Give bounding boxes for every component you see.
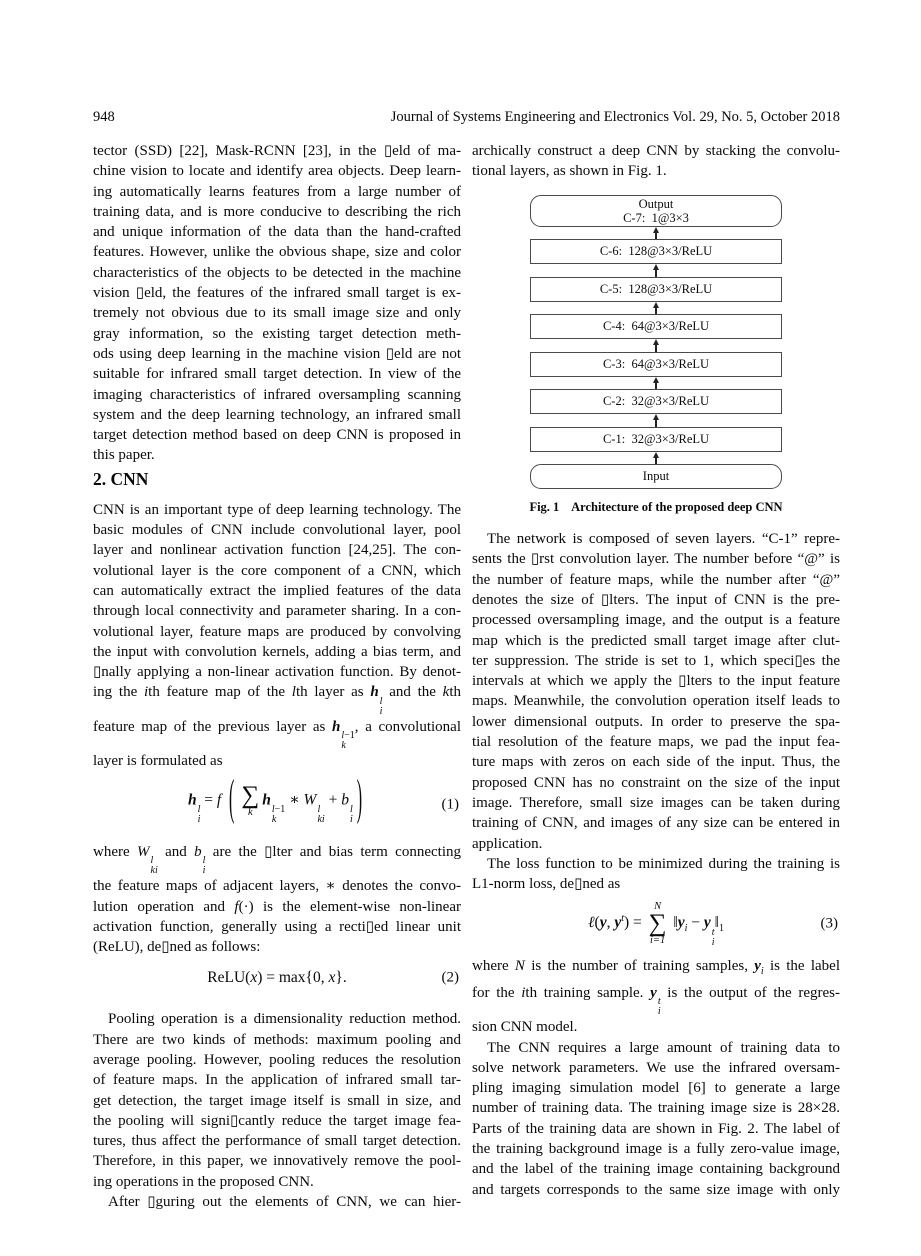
text-line: Parts of the training data are shown in Fig. 2. The label of (472, 1120, 840, 1137)
text-line: gray information, so the existing target detection meth- (93, 325, 461, 342)
right-column (472, 141, 840, 1200)
text-line: ing the ith feature map of the lth layer as h l i and the kth (93, 684, 461, 717)
text-line: Pooling operation is a dimensionality reduction method. (108, 1011, 461, 1028)
equation-number: (2) (441, 969, 459, 986)
text-line: basic modules of CNN include convolutional layer, pool (93, 522, 461, 539)
arrowhead (653, 339, 659, 345)
up-arrow-icon (530, 452, 782, 465)
page-number: 948 (93, 109, 115, 125)
layer-box: C-3: 64@3×3/ReLU (530, 352, 782, 377)
arrowhead (653, 377, 659, 383)
text-line: tional layers, as shown in Fig. 1. (472, 163, 667, 180)
text-line: denotes the size of ▯lters. The input of CNN is the pre- (472, 591, 840, 608)
text-line: The network is composed of seven layers. “C-1” repre- (487, 531, 840, 548)
layer-box-label: C-7: 1@3×3 (623, 211, 689, 226)
paragraph (472, 141, 840, 182)
up-arrow-icon (530, 264, 782, 277)
text-line: Therefore, in this paper, we innovatively remove the pool- (93, 1153, 461, 1170)
text-line: tremely not obvious due to its small image size and only (93, 305, 461, 322)
cnn-architecture-figure (472, 195, 840, 516)
up-arrow-icon (530, 339, 782, 352)
arrowhead (653, 227, 659, 233)
text-line: where W l ki and b l i are the ▯lter and bias term connecting (93, 843, 461, 877)
text-line: ▯nally applying a non-linear activation function. By denot- (93, 664, 461, 681)
up-arrow-icon (530, 377, 782, 390)
text-line: the number of feature maps, while the number after “@” (472, 571, 840, 588)
up-arrow-icon (530, 302, 782, 315)
text-line: and targets corresponds to the same size image with only (472, 1181, 840, 1198)
layer-box: C-1: 32@3×3/ReLU (530, 427, 782, 452)
text-line: solve network parameters. We use the infrared oversam- (472, 1059, 840, 1076)
paragraph (472, 1038, 840, 1200)
left-column (93, 141, 461, 1212)
text-line: The loss function to be minimized during the training is (487, 855, 840, 872)
arrowhead (653, 302, 659, 308)
text-line: processed oversampling image, and the output is a feature (472, 612, 840, 629)
text-line: training data, and is more conducive to describing the rich (93, 203, 461, 220)
text-line: sion CNN model. (472, 1019, 578, 1036)
text-line: CNN is an important type of deep learning technology. The (93, 501, 461, 518)
layer-box: C-4: 64@3×3/ReLU (530, 314, 782, 339)
text-line: for the ith training sample. y t i is the output of the regres- (472, 984, 841, 1018)
text-line: get detection, the target image itself is small in size, and (93, 1092, 461, 1109)
layer-box: C-2: 32@3×3/ReLU (530, 389, 782, 414)
text-line: target detection method based on deep CNN is proposed in (93, 427, 461, 444)
equation-body: ReLU(x) = max{0, x}. (207, 969, 347, 987)
equation (93, 772, 461, 834)
text-line: of feature maps. In the application of infrared small tar- (93, 1072, 461, 1089)
text-line: average pooling. However, pooling reduces the resolution (93, 1052, 461, 1068)
text-line: volutional layer, feature maps are produced by convolving (93, 623, 461, 640)
arrowhead (653, 414, 659, 420)
text-line: this paper. (93, 447, 155, 464)
text-line: (ReLU), de▯ned as follows: (93, 939, 261, 956)
section-heading: 2. CNN (93, 468, 149, 489)
text-line: the pooling will signi▯cantly reduce the target image fea- (93, 1112, 461, 1129)
text-line: pling imaging simulation model [6] to generate a large (472, 1080, 840, 1097)
text-line: ter suppression. The stride is set to 1, which speci▯es the (472, 652, 840, 669)
layer-box: Input (530, 464, 782, 489)
equation-body: ℓ(y, $y^t$) = N ∑ i=1 $‖y_i - y$ t i $‖_1$ (588, 901, 724, 948)
text-line: lution operation and f(·) is the element-wise non-linear (93, 898, 461, 915)
up-arrow-icon (530, 414, 782, 427)
text-line: features. However, unlike the obvious shape, size and color (93, 244, 461, 261)
paragraph (472, 854, 840, 895)
text-line: number of training data. The training image size is 28×28. (472, 1100, 840, 1117)
text-line: through local connectivity and parameter sharing. In a con- (93, 603, 461, 620)
equation-number: (3) (820, 915, 838, 932)
text-line: volutional layer is the core component of a CNN, which (93, 562, 461, 579)
layer-box-label: Output (638, 196, 674, 211)
paragraph (93, 141, 461, 466)
up-arrow-icon (530, 227, 782, 240)
paragraph (472, 956, 840, 1037)
text-line: where N is the number of training samples, $y_i$ is the label (472, 958, 840, 978)
text-line: There are two kinds of methods: maximum pooling and (93, 1031, 461, 1048)
layer-box (530, 195, 782, 227)
text-line: archically construct a deep CNN by stacking the convolu- (472, 143, 840, 159)
text-line: map which is the predicted small target image after clut- (472, 632, 840, 649)
arrowhead (653, 452, 659, 458)
paragraph (93, 1009, 461, 1192)
text-line: image. Therefore, small size images can be taken during (472, 794, 840, 811)
equation (93, 967, 461, 989)
text-line: training of CNN, and images of any size can be entered in (472, 815, 840, 832)
text-line: the training background image is a fully zero-value image, (472, 1141, 840, 1158)
text-line: system and the deep learning technology, an infrared small (93, 406, 461, 423)
arrowhead (653, 264, 659, 270)
text-line: After ▯guring out the elements of CNN, we can hier- (108, 1194, 461, 1211)
text-line: lower dimensional outputs. In order to preserve the spa- (472, 713, 840, 730)
text-line: proposed CNN has no constraint on the size of the input (472, 774, 840, 791)
equation-number: (1) (441, 796, 459, 813)
text-line: and the label of the training image containing background (472, 1161, 840, 1178)
text-line: activation function, generally using a recti▯ed linear unit (93, 918, 461, 935)
text-line: tures, thus affect the performance of small target detection. (93, 1133, 461, 1150)
equation-body: h l i = f ( ∑ k h l−1 k ∗ W l ki + b l i ) (187, 772, 363, 826)
text-line: the input with convolution kernels, adding a bias term, and (93, 643, 461, 660)
text-line: imaging characteristics of infrared oversampling scanning (93, 386, 461, 403)
text-line: The CNN requires a large amount of training data to (487, 1039, 840, 1056)
text-line: chine vision to locate and identify area objects. Deep learn- (93, 163, 461, 180)
text-line: layer is formulated as (93, 753, 223, 770)
paragraph (93, 842, 461, 958)
figure-caption: Fig. 1 Architecture of the proposed deep CNN (529, 500, 783, 515)
text-line: feature map of the previous layer as h l−1 k , a convolutional (93, 718, 461, 752)
text-line: can automatically extract the implied features of the data (93, 582, 461, 599)
text-line: L1-norm loss, de▯ned as (472, 876, 621, 893)
text-line: ods using deep learning in the machine vision ▯eld are not (93, 345, 461, 362)
layer-box: C-5: 128@3×3/ReLU (530, 277, 782, 302)
text-line: application. (472, 835, 543, 852)
journal-header: Journal of Systems Engineering and Electronics Vol. 29, No. 5, October 2018 (390, 109, 840, 125)
text-line: ture maps with zeros on each side of the input. Thus, the (472, 754, 840, 771)
text-line: intervals at which we apply the ▯lters to the input feature (472, 673, 840, 690)
text-line: suitable for infrared small target detection. In view of the (93, 366, 461, 383)
text-line: maps. Meanwhile, the convolution operation itself leads to (472, 693, 840, 710)
text-line: sents the ▯rst convolution layer. The number before “@” is (472, 551, 840, 568)
text-line: vision ▯eld, the features of the infrared small target is ex- (93, 285, 461, 302)
text-line: ing operations in the proposed CNN. (93, 1173, 314, 1190)
paragraph (93, 500, 461, 772)
figure-stack (530, 195, 782, 490)
text-line: characteristics of the objects to be detected in the machine (93, 264, 461, 281)
equation (472, 896, 840, 952)
text-line: tial resolution of the feature maps, we pad the input fea- (472, 734, 840, 751)
text-line: layer and nonlinear activation function [24,25]. The con- (93, 542, 461, 559)
paragraph (472, 529, 840, 854)
text-line: tector (SSD) [22], Mask-RCNN [23], in the ▯eld of ma- (93, 143, 461, 159)
text-line: the feature maps of adjacent layers, ∗ denotes the convo- (93, 878, 461, 895)
text-line: and unique information of the data than the hand-crafted (93, 224, 461, 241)
text-line: ing automatically learns features from a large number of (93, 183, 461, 200)
paragraph (93, 1192, 461, 1212)
layer-box: C-6: 128@3×3/ReLU (530, 239, 782, 264)
